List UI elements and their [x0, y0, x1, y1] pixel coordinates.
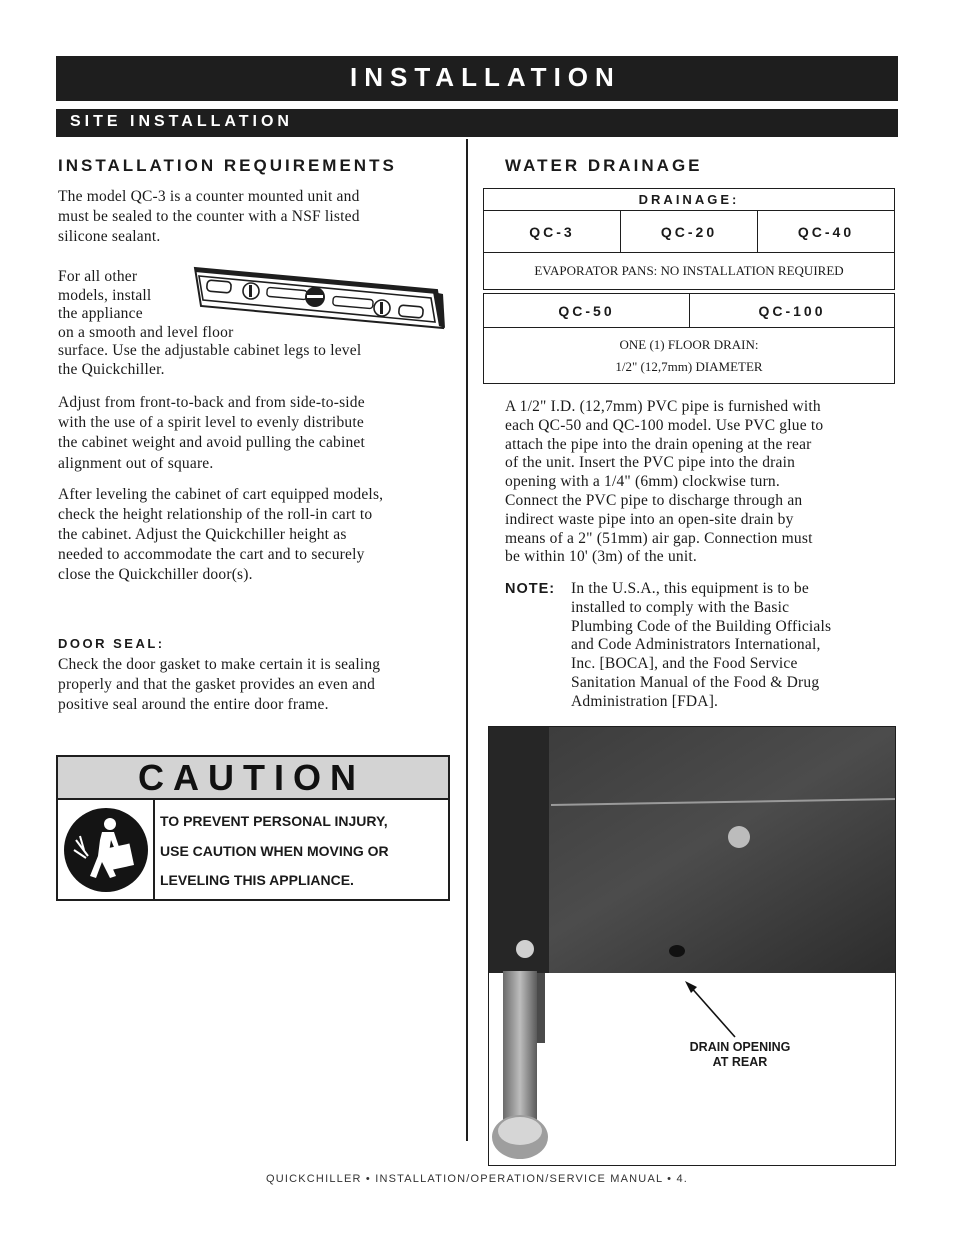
- drainage-para: A 1/2" I.D. (12,7mm) PVC pipe is furnished with each QC-50 and QC-100 model. Use PVC glue to attach the pipe into the drain opening at the rear of the unit. Insert the PVC pipe into the drain opening with a 1/4" (6mm) clockwise turn. Connect the PVC pipe to discharge through an indirect waste pipe into an open-site drain by means of a 2" (51mm) air gap. Connection must be within 10' (3m) of the unit.: [505, 398, 824, 566]
- note-label: NOTE:: [505, 581, 556, 597]
- caution-icon-cell: [58, 800, 155, 899]
- title-bar: [56, 56, 898, 101]
- table-cell-evaporator: EVAPORATOR PANS: NO INSTALLATION REQUIRED: [483, 252, 895, 290]
- table-cell-qc3: QC-3: [483, 210, 621, 253]
- requirements-para-3: Adjust from front-to-back and from side-to-side with the use of a spirit level to evenly distribute the cabinet weight and avoid pulling the cabinet alignment out of square.: [58, 394, 366, 472]
- caution-heading: CAUTION: [138, 757, 365, 798]
- photo-label: DRAIN OPENING AT REAR: [689, 1040, 791, 1069]
- table-cell-qc100: QC-100: [689, 293, 895, 328]
- requirements-heading: INSTALLATION REQUIREMENTS: [58, 156, 397, 175]
- section-bar: [56, 109, 898, 137]
- requirements-para-2: For all other models, install the appliance on a smooth and level floor surface. Use the adjustable cabinet legs to level the Quickchiller.: [58, 268, 362, 378]
- table-header: DRAINAGE:: [483, 188, 895, 211]
- note-text: In the U.S.A., this equipment is to be installed to comply with the Basic Plumbing Code of the Building Officials and Code Administrators International, Inc. [BOCA], and the Food Service Sanitation Manual of the Food & Drug Administration [FDA].: [571, 580, 832, 710]
- table-cell-qc40: QC-40: [757, 210, 895, 253]
- page-title: INSTALLATION: [350, 62, 621, 92]
- drain-photo-illustration: [489, 727, 896, 1166]
- requirements-para-4: After leveling the cabinet of cart equipped models, check the height relationship of the roll-in cart to the cabinet. Adjust the Quickchiller height as needed to accommodate the cart and to securely close the Quickchiller door(s).: [58, 486, 384, 583]
- caution-header: [58, 757, 448, 800]
- requirements-para-1: The model QC-3 is a counter mounted unit and must be sealed to the counter with a NSF listed silicone sealant.: [58, 188, 360, 245]
- water-drainage-heading: WATER DRAINAGE: [505, 156, 703, 175]
- spirit-level-illustration: [193, 264, 445, 330]
- door-seal-heading: DOOR SEAL:: [58, 636, 165, 651]
- caution-box: [56, 755, 450, 901]
- table-cell-floor-drain: ONE (1) FLOOR DRAIN: 1/2" (12,7mm) DIAMETER: [483, 327, 895, 384]
- door-seal-para: Check the door gasket to make certain it is sealing properly and that the gasket provides an even and positive seal around the entire door frame.: [58, 656, 381, 713]
- section-title: SITE INSTALLATION: [70, 113, 293, 130]
- table-cell-qc20: QC-20: [620, 210, 758, 253]
- column-divider: [466, 139, 468, 1141]
- table-cell-qc50: QC-50: [483, 293, 690, 328]
- drain-opening-photo: [488, 726, 896, 1166]
- lifting-hazard-icon: [58, 800, 153, 897]
- caution-text: TO PREVENT PERSONAL INJURY, USE CAUTION WHEN MOVING OR LEVELING THIS APPLIANCE.: [160, 813, 389, 888]
- page-footer: QUICKCHILLER • INSTALLATION/OPERATION/SERVICE MANUAL • 4.: [265, 1173, 689, 1185]
